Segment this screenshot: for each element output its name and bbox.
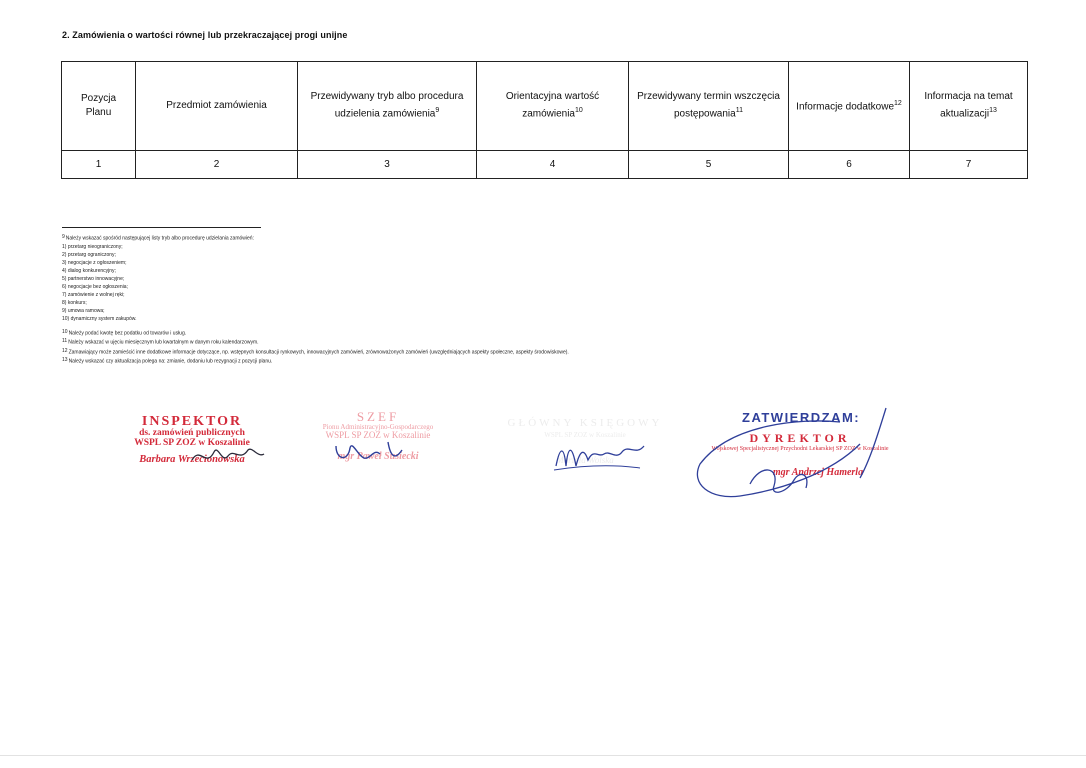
footnote-12: $^{12}$Zamawiający może zamieścić inne dodatkowe informacje dotyczące, np. wstępnych konsultacji rynkowych, innowacyjnych zamówień, zrównoważonych zamówień (uwzględniających aspekty społeczne, aspekty środowiskowe).	[62, 347, 569, 356]
footnote-ref: 11	[735, 107, 743, 115]
stamp-inspektor: INSPEKTOR ds. zamówień publicznych WSPL SP ZOZ w Koszalinie Barbara Wrzecionowska	[134, 414, 250, 465]
signature-dyrektor	[690, 404, 890, 504]
signature-glowny-ksiegowy	[550, 436, 650, 476]
stamp-zatwierdzam: ZATWIERDZAM: DYREKTOR Wojskowej Specjalistycznej Przychodni Lekarskiej SP ZOZ w Koszalinie mgr Andrzej Hamerla	[711, 410, 889, 478]
procedure-item: 1) przetarg nieograniczony;	[62, 243, 123, 250]
footnote-9: $^9$Należy wskazać spośród następującej listy tryb albo procedurę udzielania zamówień:	[62, 234, 254, 242]
procedure-item: 7) zamówienie z wolnej ręki;	[62, 292, 125, 299]
header-cell-subject: Przedmiot zamówienia	[136, 62, 298, 151]
header-cell-value: Orientacyjna wartość zamówienia$^{10}$	[477, 62, 629, 151]
number-cell: 7	[910, 151, 1028, 179]
footnote-ref: 9	[435, 107, 440, 115]
number-cell: 3	[298, 151, 477, 179]
procurement-plan-table	[61, 61, 1028, 179]
footnotes	[62, 233, 962, 366]
footnote-13: $^{13}$Należy wskazać czy aktualizacja polega na: zmianie, dodaniu lub rezygnacji z pozycji planu.	[62, 357, 273, 365]
footnote-ref: 10	[575, 107, 583, 115]
procedure-item: 9) umowa ramowa;	[62, 308, 105, 315]
header-cell-start-date: Przewidywany termin wszczęcia postępowania$^{11}$	[629, 62, 789, 151]
number-cell: 1	[62, 151, 136, 179]
header-cell-position: Pozycja Planu	[62, 62, 136, 151]
procedure-item: 5) partnerstwo innowacyjne;	[62, 275, 125, 282]
header-cell-procedure: Przewidywany tryb albo procedura udzielenia zamówienia$^9$	[298, 62, 477, 151]
footnote-10: $^{10}$Należy podać kwotę bez podatku od towarów i usług.	[62, 328, 187, 337]
signature-szef	[330, 436, 410, 470]
stamp-glowny-ksiegowy: GŁÓWNY KSIĘGOWY WSPL SP ZOZ w Koszalinie Mariola Wolska	[507, 417, 663, 465]
table-header-row	[62, 62, 1028, 151]
page-edge-line	[0, 755, 1086, 756]
number-cell: 2	[136, 151, 298, 179]
section-title: 2. Zamówienia o wartości równej lub przekraczającej progi unijne	[62, 30, 348, 40]
header-cell-update-info: Informacja na temat aktualizacji$^{13}$	[910, 62, 1028, 151]
procedure-item: 4) dialog konkurencyjny;	[62, 267, 116, 274]
footnote-divider	[62, 227, 261, 228]
footnote-ref: 13	[989, 107, 997, 115]
procedure-item: 3) negocjacje z ogłoszeniem;	[62, 259, 127, 266]
procedure-item: 10) dynamiczny system zakupów.	[62, 316, 137, 323]
procedure-item: 2) przetarg ograniczony;	[62, 251, 116, 258]
procedure-item: 6) negocjacje bez ogłoszenia;	[62, 284, 128, 291]
number-cell: 4	[477, 151, 629, 179]
procedure-item: 8) konkurs;	[62, 300, 87, 307]
signature-inspektor	[188, 438, 268, 472]
header-cell-additional-info: Informacje dodatkowe$^{12}$	[789, 62, 910, 151]
footnote-ref: 12	[894, 100, 902, 108]
number-cell: 5	[629, 151, 789, 179]
footnote-11: $^{11}$Należy wskazać w ujęciu miesięcznym lub kwartalnym w danym roku kalendarzowym.	[62, 338, 259, 346]
number-cell: 6	[789, 151, 910, 179]
stamp-szef: SZEF Pionu Administracyjno-Gospodarczego WSPL SP ZOZ w Koszalinie mgr Paweł Susiecki	[322, 409, 434, 462]
table-number-row	[62, 151, 1028, 179]
